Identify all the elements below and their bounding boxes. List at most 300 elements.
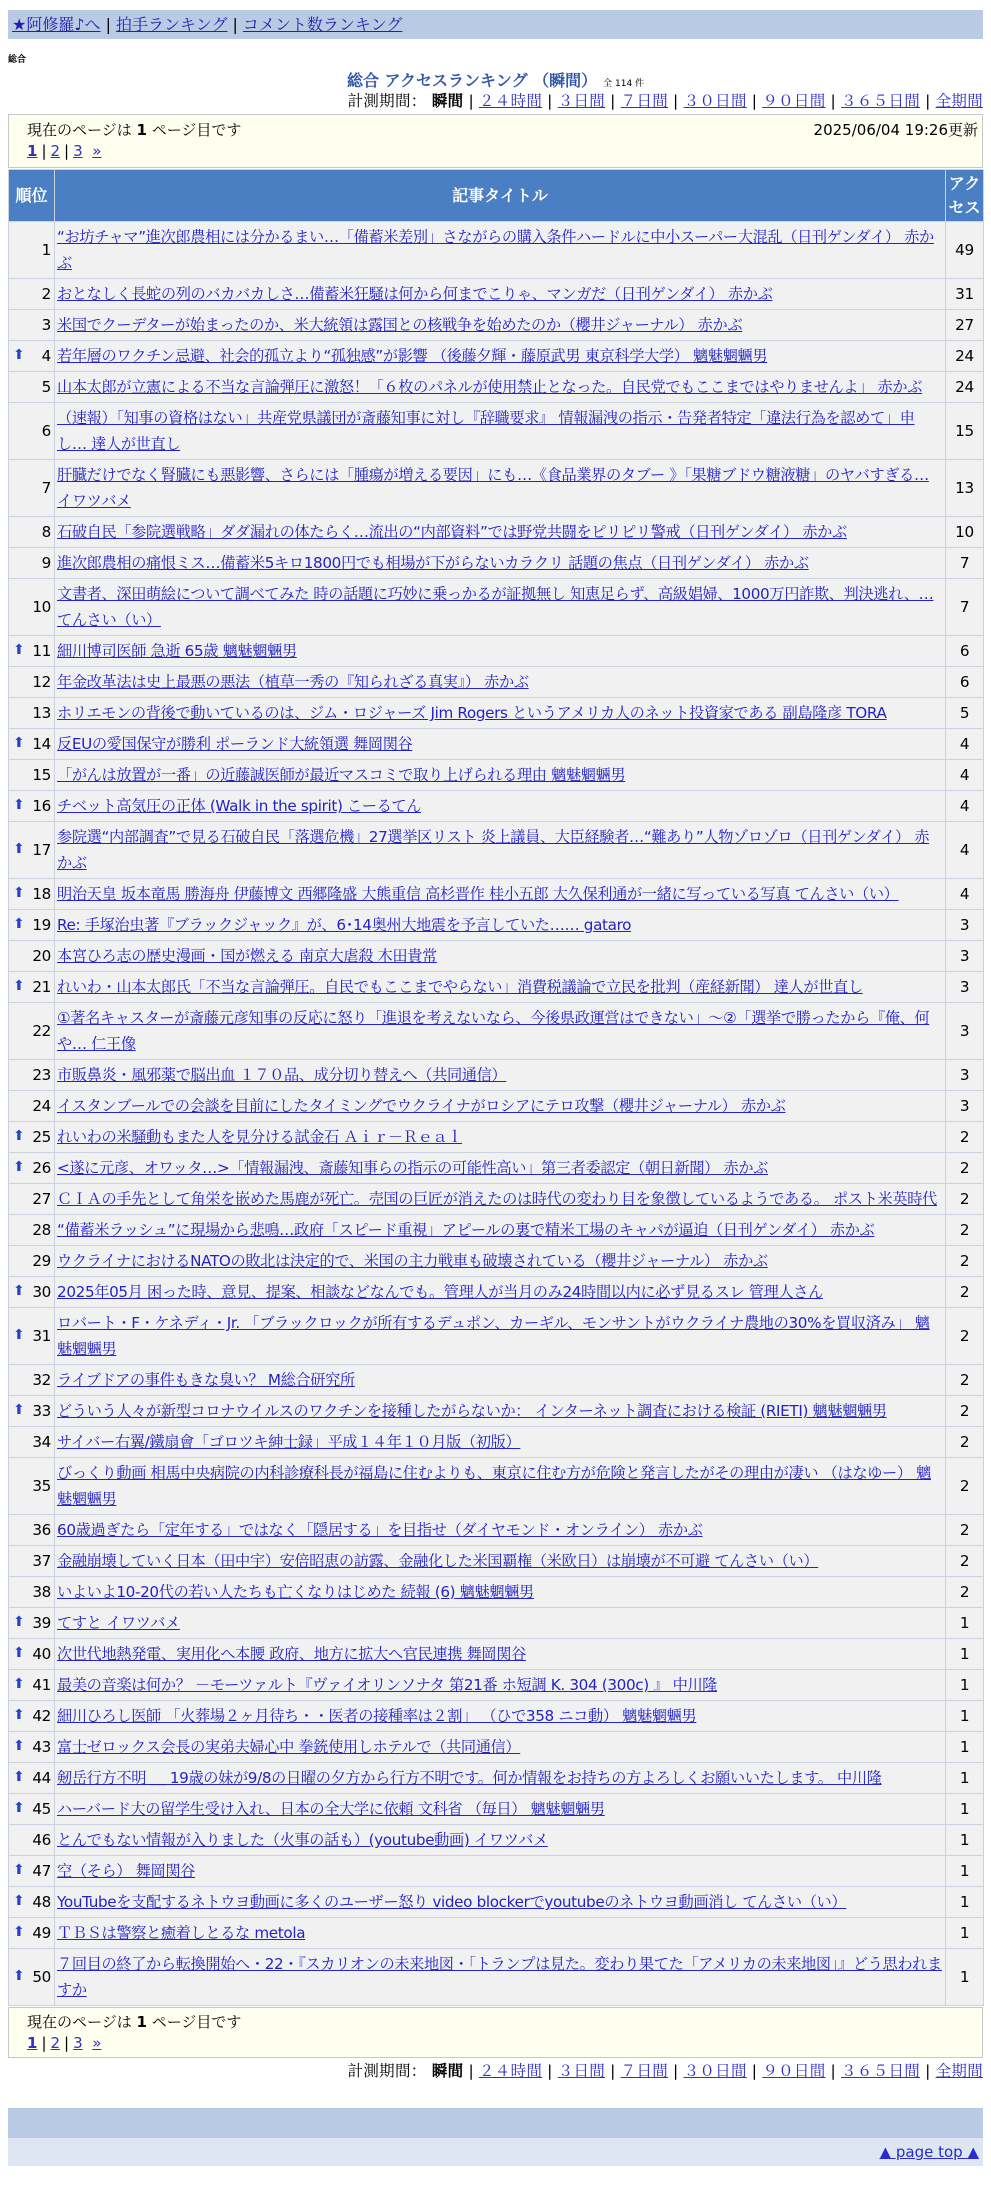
rank-cell xyxy=(9,972,55,1003)
title-cell xyxy=(55,1763,946,1794)
table-row xyxy=(9,1794,984,1825)
article-title-link[interactable]: 空（そら） 舞岡関谷 xyxy=(57,1862,196,1880)
up-arrow-icon: ⬆ xyxy=(13,978,25,994)
rank-number: 14 xyxy=(32,735,51,753)
period-link-30d[interactable]: ３０日間 xyxy=(683,2062,747,2080)
rank-cell xyxy=(9,1918,55,1949)
rank-number: 48 xyxy=(32,1893,51,1911)
up-arrow-icon: ⬆ xyxy=(13,1800,25,1816)
article-title-link[interactable]: 2025年05月 困った時、意見、提案、相談などなんでも。管理人が当月のみ24時間以内に必ず見るスレ 管理人さん xyxy=(57,1283,823,1301)
table-row xyxy=(9,1308,984,1365)
article-title-link[interactable]: <遂に元彦、オワッタ…>「情報漏洩、斎藤知事らの指示の可能性高い」第三者委認定（朝日新聞） 赤かぶ xyxy=(57,1159,768,1177)
page-info-bottom xyxy=(8,2007,983,2058)
article-title-link[interactable]: YouTubeを支配するネトウヨ動画に多くのユーザー怒り video blockerでyoutubeのネトウヨ動画消し てんさい（い） xyxy=(57,1893,847,1911)
table-row xyxy=(9,1763,984,1794)
access-count: 1 xyxy=(946,1949,984,2006)
access-count: 2 xyxy=(946,1277,984,1308)
title-cell xyxy=(55,310,946,341)
period-link-7d[interactable]: ７日間 xyxy=(620,2062,669,2080)
title-cell xyxy=(55,1639,946,1670)
article-title-link[interactable]: ロバート・F・ケネディ・Jr. 「ブラックロックが所有するデュポン、カーギル、モンサントがウクライナ農地の30%を買収済み」 魑魅魍魎男 xyxy=(57,1314,930,1358)
period-label: 計測期間： xyxy=(347,2062,427,2080)
period-current: 瞬間 xyxy=(431,92,464,110)
title-cell xyxy=(55,1003,946,1060)
rank-cell xyxy=(9,1003,55,1060)
article-title-link[interactable]: “備蓄米ラッシュ”に現場から悲鳴…政府「スピード重視」アピールの裏で精米工場のキャパが逼迫（日刊ゲンダイ） 赤かぶ xyxy=(57,1221,875,1239)
rank-cell xyxy=(9,403,55,460)
title-cell xyxy=(55,760,946,791)
rank-cell xyxy=(9,1153,55,1184)
rank-number: 17 xyxy=(32,841,51,859)
rank-cell xyxy=(9,1825,55,1856)
table-row xyxy=(9,579,984,636)
article-title-link[interactable]: 富士ゼロックス会長の実弟夫婦心中 拳銃使用しホテルで（共同通信） xyxy=(57,1738,521,1756)
rank-number: 6 xyxy=(41,422,51,440)
table-row xyxy=(9,1003,984,1060)
ranking-heading xyxy=(8,68,983,90)
up-arrow-icon: ⬆ xyxy=(13,1769,25,1785)
title-cell xyxy=(55,1701,946,1732)
rank-number: 49 xyxy=(32,1924,51,1942)
access-count: 3 xyxy=(946,972,984,1003)
current-page-text xyxy=(27,119,241,140)
access-count: 3 xyxy=(946,1060,984,1091)
up-arrow-icon: ⬆ xyxy=(13,735,25,751)
rank-cell xyxy=(9,667,55,698)
rank-cell xyxy=(9,1887,55,1918)
table-row xyxy=(9,1184,984,1215)
pager-next-link[interactable]: » xyxy=(92,142,102,160)
up-arrow-icon: ⬆ xyxy=(13,1924,25,1940)
access-count: 3 xyxy=(946,941,984,972)
article-title-link[interactable]: “お坊チャマ”進次郎農相には分かるまい…「備蓄米差別」さながらの購入条件ハードルに中小スーパー大混乱（日刊ゲンダイ） 赤かぶ xyxy=(57,228,934,272)
article-title-link[interactable]: 最美の音楽は何か？ －モーツァルト『ヴァイオリンソナタ 第21番 ホ短調 K. 304 (300c) 』 中川隆 xyxy=(57,1676,718,1694)
rank-cell xyxy=(9,279,55,310)
table-row xyxy=(9,1608,984,1639)
rank-number: 22 xyxy=(32,1022,51,1040)
article-title-link[interactable]: 細川博司医師 急逝 65歳 魑魅魍魎男 xyxy=(57,642,297,660)
pager-page-3[interactable]: 3 xyxy=(73,2034,83,2052)
access-count: 6 xyxy=(946,667,984,698)
title-cell xyxy=(55,548,946,579)
table-row xyxy=(9,1577,984,1608)
access-count: 15 xyxy=(946,403,984,460)
pager-page-1[interactable]: 1 xyxy=(27,142,38,160)
period-link-all[interactable]: 全期間 xyxy=(935,2062,983,2080)
bottom-bar xyxy=(8,2108,983,2138)
rank-number: 5 xyxy=(41,378,51,396)
rank-number: 50 xyxy=(32,1968,51,1986)
title-cell xyxy=(55,222,946,279)
rank-cell xyxy=(9,1122,55,1153)
rank-cell xyxy=(9,1396,55,1427)
title-cell xyxy=(55,1794,946,1825)
title-cell xyxy=(55,910,946,941)
article-title-link[interactable]: 本宮ひろ志の歴史漫画・国が燃える 南京大虐殺 木田貴常 xyxy=(57,947,437,965)
title-cell xyxy=(55,1546,946,1577)
rank-number: 33 xyxy=(32,1402,51,1420)
table-header-row xyxy=(9,170,984,222)
article-title-link[interactable]: 金融崩壊していく日本（田中宇）安倍昭恵の訪露、金融化した米国覇権（米欧日）は崩壊が不可避 てんさい（い） xyxy=(57,1552,819,1570)
article-title-link[interactable]: Re: 手塚治虫著『ブラックジャック』が、6･14奥州大地震を予言していた…… gataro xyxy=(57,916,632,934)
rank-cell xyxy=(9,879,55,910)
nav-link-asyura-home[interactable]: ★阿修羅♪へ xyxy=(12,15,101,34)
title-cell xyxy=(55,1396,946,1427)
rank-number: 8 xyxy=(41,523,51,541)
title-cell xyxy=(55,791,946,822)
rank-number: 11 xyxy=(32,642,51,660)
rank-number: 19 xyxy=(32,916,51,934)
access-count: 24 xyxy=(946,372,984,403)
rank-cell xyxy=(9,517,55,548)
rank-cell xyxy=(9,1732,55,1763)
table-row xyxy=(9,910,984,941)
rank-cell xyxy=(9,1608,55,1639)
table-row xyxy=(9,372,984,403)
table-row xyxy=(9,1153,984,1184)
title-cell xyxy=(55,1825,946,1856)
rank-number: 9 xyxy=(41,554,51,572)
title-cell xyxy=(55,1918,946,1949)
current-page-text xyxy=(27,2011,241,2032)
rank-number: 21 xyxy=(32,978,51,996)
article-title-link[interactable]: ハーバード大の留学生受け入れ、日本の全大学に依頼 文科省 （毎日） 魑魅魍魎男 xyxy=(57,1800,605,1818)
period-link-365d[interactable]: ３６５日間 xyxy=(841,92,921,110)
rank-cell xyxy=(9,1060,55,1091)
access-count: 2 xyxy=(946,1246,984,1277)
table-row xyxy=(9,1887,984,1918)
rank-cell xyxy=(9,341,55,372)
access-count: 13 xyxy=(946,460,984,517)
table-row xyxy=(9,1277,984,1308)
rank-cell xyxy=(9,1546,55,1577)
table-row xyxy=(9,279,984,310)
rank-number: 26 xyxy=(32,1159,51,1177)
rank-cell xyxy=(9,822,55,879)
pager-next-link[interactable]: » xyxy=(92,2034,102,2052)
title-cell xyxy=(55,460,946,517)
rank-cell xyxy=(9,1949,55,2006)
table-row xyxy=(9,879,984,910)
up-arrow-icon: ⬆ xyxy=(13,916,25,932)
article-title-link[interactable]: （速報）「知事の資格はない」共産党県議団が斎藤知事に対し『辞職要求』 情報漏洩の指示・告発者特定「違法行為を認めて」申し… 達人が世直し xyxy=(57,409,915,453)
access-count: 5 xyxy=(946,698,984,729)
rank-number: 41 xyxy=(32,1676,51,1694)
rank-cell xyxy=(9,310,55,341)
rank-number: 31 xyxy=(32,1327,51,1345)
article-title-link[interactable]: 進次郎農相の痛恨ミス…備蓄米5キロ1800円でも相場が下がらないカラクリ 話題の焦点（日刊ゲンダイ） 赤かぶ xyxy=(57,554,809,572)
rank-number: 1 xyxy=(41,241,51,259)
access-count: 4 xyxy=(946,822,984,879)
page-top-area xyxy=(8,2138,983,2166)
access-count: 2 xyxy=(946,1184,984,1215)
title-cell xyxy=(55,1856,946,1887)
title-cell xyxy=(55,1365,946,1396)
article-title-link[interactable]: てすと イワツバメ xyxy=(57,1614,180,1632)
current-page-number: 1 xyxy=(136,2013,147,2031)
nav-separator: | xyxy=(232,15,238,34)
rank-cell xyxy=(9,1308,55,1365)
table-row xyxy=(9,1365,984,1396)
title-cell xyxy=(55,667,946,698)
table-row xyxy=(9,1215,984,1246)
table-row xyxy=(9,341,984,372)
rank-cell xyxy=(9,636,55,667)
article-title-link[interactable]: ＴＢＳは警察と癒着しとるな metola xyxy=(57,1924,306,1942)
article-title-link[interactable]: 次世代地熱発電、実用化へ本腰 政府、地方に拡大へ官民連携 舞岡関谷 xyxy=(57,1645,526,1663)
ranking-title: 総合 アクセスランキング （瞬間） xyxy=(346,71,598,90)
table-row xyxy=(9,517,984,548)
period-link-90d[interactable]: ９０日間 xyxy=(762,2062,826,2080)
title-cell xyxy=(55,1577,946,1608)
title-cell xyxy=(55,1060,946,1091)
article-title-link[interactable]: サイバー右翼/鐵扇會「ゴロツキ紳士録」平成１４年１０月版（初版） xyxy=(57,1433,521,1451)
rank-number: 20 xyxy=(32,947,51,965)
rank-number: 43 xyxy=(32,1738,51,1756)
table-row xyxy=(9,791,984,822)
period-link-3d[interactable]: ３日間 xyxy=(557,92,606,110)
table-row xyxy=(9,1515,984,1546)
table-row xyxy=(9,1427,984,1458)
table-row xyxy=(9,1091,984,1122)
article-title-link[interactable]: ＣＩＡの手先として角栄を嵌めた馬鹿が死亡。売国の巨匠が消えたのは時代の変わり目を象徴しているようである。 ポスト米英時代 xyxy=(57,1190,937,1208)
title-cell xyxy=(55,636,946,667)
rank-number: 23 xyxy=(32,1066,51,1084)
access-count: 1 xyxy=(946,1918,984,1949)
up-arrow-icon: ⬆ xyxy=(13,1676,25,1692)
current-page-number: 1 xyxy=(136,121,147,139)
period-label: 計測期間： xyxy=(347,92,427,110)
rank-number: 42 xyxy=(32,1707,51,1725)
up-arrow-icon: ⬆ xyxy=(13,1128,25,1144)
title-cell xyxy=(55,698,946,729)
up-arrow-icon: ⬆ xyxy=(13,1862,25,1878)
page-top-link[interactable]: ▲ page top ▲ xyxy=(879,2143,979,2161)
rank-number: 25 xyxy=(32,1128,51,1146)
access-count: 1 xyxy=(946,1794,984,1825)
article-title-link[interactable]: 石破自民「参院選戦略」ダダ漏れの体たらく…流出の“内部資料”では野党共闘をピリピリ警戒（日刊ゲンダイ） 赤かぶ xyxy=(57,523,847,541)
pager-page-2[interactable]: 2 xyxy=(50,2034,61,2052)
access-count: 1 xyxy=(946,1670,984,1701)
up-arrow-icon: ⬆ xyxy=(13,1402,25,1418)
access-count: 1 xyxy=(946,1732,984,1763)
rank-cell xyxy=(9,1427,55,1458)
rank-number: 47 xyxy=(32,1862,51,1880)
page xyxy=(8,10,983,2166)
article-title-link[interactable]: チベット高気圧の正体 (Walk in the spirit) こーるてん xyxy=(57,797,422,815)
access-count: 24 xyxy=(946,341,984,372)
rank-number: 34 xyxy=(32,1433,51,1451)
ranking-table xyxy=(8,169,984,2006)
table-row xyxy=(9,1246,984,1277)
access-count: 1 xyxy=(946,1856,984,1887)
access-count: 2 xyxy=(946,1577,984,1608)
up-arrow-icon: ⬆ xyxy=(13,1968,25,1984)
table-row xyxy=(9,1122,984,1153)
access-count: 2 xyxy=(946,1153,984,1184)
table-row xyxy=(9,698,984,729)
rank-cell xyxy=(9,1515,55,1546)
rank-cell xyxy=(9,1763,55,1794)
nav-link-clap-ranking[interactable]: 拍手ランキング xyxy=(115,15,228,34)
period-link-7d[interactable]: ７日間 xyxy=(620,92,669,110)
article-title-link[interactable]: ホリエモンの背後で動いているのは、ジム・ロジャーズ Jim Rogers というアメリカ人のネット投資家である 副島隆彦 TORA xyxy=(57,704,887,722)
pager-page-2[interactable]: 2 xyxy=(50,142,61,160)
article-title-link[interactable]: れいわの米騒動もまた人を見分ける試金石 Ａｉｒ－Ｒｅａｌ xyxy=(57,1128,463,1146)
access-count: 2 xyxy=(946,1427,984,1458)
rank-number: 36 xyxy=(32,1521,51,1539)
access-count: 7 xyxy=(946,548,984,579)
access-count: 2 xyxy=(946,1458,984,1515)
access-count: 3 xyxy=(946,1091,984,1122)
up-arrow-icon: ⬆ xyxy=(13,1707,25,1723)
up-arrow-icon: ⬆ xyxy=(13,1283,25,1299)
article-title-link[interactable]: ライブドアの事件もきな臭い？ M総合研究所 xyxy=(57,1371,355,1389)
article-title-link[interactable]: とんでもない情報が入りました（火事の話も）(youtube動画) イワツバメ xyxy=(57,1831,548,1849)
access-count: 4 xyxy=(946,729,984,760)
rank-cell xyxy=(9,548,55,579)
table-row xyxy=(9,1670,984,1701)
period-link-all[interactable]: 全期間 xyxy=(935,92,983,110)
period-link-24h[interactable]: ２４時間 xyxy=(478,92,543,110)
title-cell xyxy=(55,1215,946,1246)
access-count: 27 xyxy=(946,310,984,341)
access-count: 3 xyxy=(946,910,984,941)
article-title-link[interactable]: 明治天皇 坂本竜馬 勝海舟 伊藤博文 西郷隆盛 大熊重信 高杉晋作 桂小五郎 大久保利通が一緒に写っている写真 てんさい（い） xyxy=(57,885,899,903)
period-link-3d[interactable]: ３日間 xyxy=(557,2062,606,2080)
access-count: 7 xyxy=(946,579,984,636)
rank-number: 32 xyxy=(32,1371,51,1389)
article-title-link[interactable]: 文書者、深田萌絵について調べてみた 時の話題に巧妙に乗っかるが証拠無し 知恵足らず、高級娼婦、1000万円詐欺、判決逃れ、… てんさい（い） xyxy=(57,585,934,629)
period-link-365d[interactable]: ３６５日間 xyxy=(841,2062,921,2080)
column-header-title: 記事タイトル xyxy=(55,170,946,222)
article-title-link[interactable]: 細川ひろし医師 「火葬場２ヶ月待ち・・医者の接種率は２割」 （ひで358 ニコ動） 魑魅魍魎男 xyxy=(57,1707,697,1725)
rank-cell xyxy=(9,1458,55,1515)
access-count: 6 xyxy=(946,636,984,667)
rank-number: 27 xyxy=(32,1190,51,1208)
title-cell xyxy=(55,1515,946,1546)
up-arrow-icon: ⬆ xyxy=(13,1614,25,1630)
rank-cell xyxy=(9,1639,55,1670)
category-label: 総合 xyxy=(8,55,27,65)
rank-number: 35 xyxy=(32,1477,51,1495)
access-count: 2 xyxy=(946,1122,984,1153)
rank-number: 2 xyxy=(41,285,51,303)
title-cell xyxy=(55,517,946,548)
article-title-link[interactable]: 参院選“内部調査”で見る石破自民「落選危機」27選挙区リスト 炎上議員、大臣経験者…“難あり”人物ゾロゾロ（日刊ゲンダイ） 赤かぶ xyxy=(57,828,930,872)
article-title-link[interactable]: 米国でクーデターが始まったのか、米大統領は露国との核戦争を始めたのか（櫻井ジャーナル） 赤かぶ xyxy=(57,316,743,334)
pager-page-3[interactable]: 3 xyxy=(73,142,83,160)
rank-number: 40 xyxy=(32,1645,51,1663)
period-link-24h[interactable]: ２４時間 xyxy=(478,2062,543,2080)
article-title-link[interactable]: イスタンブールでの会談を目前にしたタイミングでウクライナがロシアにテロ攻撃（櫻井ジャーナル） 赤かぶ xyxy=(57,1097,786,1115)
article-title-link[interactable]: おとなしく長蛇の列のバカバカしさ…備蓄米狂騒は何から何までこりゃ、マンガだ（日刊ゲンダイ） 赤かぶ xyxy=(57,285,773,303)
article-title-link[interactable]: ①著名キャスターが斎藤元彦知事の反応に怒り「進退を考えないなら、今後県政運営はできない」～②「選挙で勝ったから『俺、何や… 仁王像 xyxy=(57,1009,930,1053)
period-link-90d[interactable]: ９０日間 xyxy=(762,92,826,110)
rank-number: 29 xyxy=(32,1252,51,1270)
title-cell xyxy=(55,1153,946,1184)
rank-cell xyxy=(9,1794,55,1825)
updated-timestamp: 2025/06/04 19:26更新 xyxy=(813,121,978,139)
nav-separator: | xyxy=(105,15,111,34)
article-title-link[interactable]: ウクライナにおけるNATOの敗北は決定的で、米国の主力戦車も破壊されている（櫻井ジャーナル） 赤かぶ xyxy=(57,1252,768,1270)
page-info-suffix: ページ目です xyxy=(151,2013,242,2031)
article-title-link[interactable]: れいわ・山本太郎氏「不当な言論弾圧。自民でもここまでやらない」消費税議論で立民を批判（産経新聞） 達人が世直し xyxy=(57,978,863,996)
article-title-link[interactable]: 60歳過ぎたら「定年する」ではなく「隠居する」を目指せ（ダイヤモンド・オンライン） 赤かぶ xyxy=(57,1521,703,1539)
article-title-link[interactable]: 山本太郎が立憲による不当な言論弾圧に激怒！「６枚のパネルが使用禁止となった。自民党でもここまではやりませんよ」 赤かぶ xyxy=(57,378,923,396)
article-title-link[interactable]: ７回目の終了から転換開始へ・22・『スカリオンの未来地図・「トランプは見た。変わり果てた「アメリカの未来地図」』どう思われますか xyxy=(57,1955,942,1999)
article-title-link[interactable]: 市販鼻炎・風邪薬で脳出血 １７０品、成分切り替えへ（共同通信） xyxy=(57,1066,507,1084)
article-title-link[interactable]: 若年層のワクチン忌避、社会的孤立より“孤独感”が影響 （後藤夕輝・藤原武男 東京科学大学） 魑魅魍魎男 xyxy=(57,347,768,365)
table-row xyxy=(9,1701,984,1732)
rank-cell xyxy=(9,1670,55,1701)
access-count: 10 xyxy=(946,517,984,548)
title-cell xyxy=(55,279,946,310)
article-title-link[interactable]: びっくり動画 相馬中央病院の内科診療科長が福島に住むよりも、東京に住む方が危険と発言したがその理由が凄い （はなゆー） 魑魅魍魎男 xyxy=(57,1464,932,1508)
rank-cell xyxy=(9,372,55,403)
access-count: 1 xyxy=(946,1825,984,1856)
rank-number: 39 xyxy=(32,1614,51,1632)
page-info-top xyxy=(8,114,983,168)
table-row xyxy=(9,222,984,279)
period-link-30d[interactable]: ３０日間 xyxy=(683,92,747,110)
nav-link-comment-ranking[interactable]: コメント数ランキング xyxy=(242,15,403,34)
total-count: 全 114 件 xyxy=(603,79,645,89)
pager-page-1[interactable]: 1 xyxy=(27,2034,38,2052)
up-arrow-icon: ⬆ xyxy=(13,885,25,901)
rank-cell xyxy=(9,460,55,517)
rank-number: 15 xyxy=(32,766,51,784)
table-row xyxy=(9,1458,984,1515)
rank-number: 13 xyxy=(32,704,51,722)
article-title-link[interactable]: 剱岳行方不明 ＿ 19歳の妹が9/8の日曜の夕方から行方不明です。何か情報をお持ちの方よろしくお願いいたします。 中川隆 xyxy=(57,1769,882,1787)
article-title-link[interactable]: 肝臓だけでなく腎臓にも悪影響、さらには「腫瘍が増える要因」にも…《食品業界のタブー 》「果糖ブドウ糖液糖」のヤバすぎる… イワツバメ xyxy=(57,466,929,510)
rank-cell xyxy=(9,1856,55,1887)
access-count: 2 xyxy=(946,1396,984,1427)
access-count: 3 xyxy=(946,1003,984,1060)
up-arrow-icon: ⬆ xyxy=(13,347,25,363)
table-row xyxy=(9,1732,984,1763)
top-nav-bar xyxy=(8,10,983,39)
title-cell xyxy=(55,1122,946,1153)
article-title-link[interactable]: 反EUの愛国保守が勝利 ポーランド大統領選 舞岡関谷 xyxy=(57,735,413,753)
article-title-link[interactable]: いよいよ10-20代の若い人たちも亡くなりはじめた 続報 (6) 魑魅魍魎男 xyxy=(57,1583,534,1601)
rank-cell xyxy=(9,1215,55,1246)
period-selector-top: 計測期間： 瞬間 | ２４時間 | ３日間 | ７日間 | ３０日間 | ９０日間 | ３６５日間 | 全期間 xyxy=(347,92,983,110)
access-count: 1 xyxy=(946,1639,984,1670)
article-title-link[interactable]: 年金改革法は史上最悪の悪法（植草一秀の『知られざる真実』） 赤かぶ xyxy=(57,673,529,691)
rank-cell xyxy=(9,1365,55,1396)
column-header-access: アクセス xyxy=(946,170,984,222)
title-cell xyxy=(55,1458,946,1515)
rank-number: 7 xyxy=(41,479,51,497)
rank-number: 44 xyxy=(32,1769,51,1787)
pager-bottom: 1 | 2 | 3 » xyxy=(27,2034,102,2052)
access-count: 1 xyxy=(946,1701,984,1732)
title-cell xyxy=(55,729,946,760)
table-row xyxy=(9,1825,984,1856)
article-title-link[interactable]: 「がんは放置が一番」の近藤誠医師が最近マスコミで取り上げられる理由 魑魅魍魎男 xyxy=(57,766,626,784)
title-cell xyxy=(55,1091,946,1122)
access-count: 4 xyxy=(946,760,984,791)
rank-cell xyxy=(9,760,55,791)
title-cell xyxy=(55,822,946,879)
up-arrow-icon: ⬆ xyxy=(13,841,25,857)
article-title-link[interactable]: どういう人々が新型コロナウイルスのワクチンを接種したがらないか： インターネット調査における検証 (RIETI) 魑魅魍魎男 xyxy=(57,1402,887,1420)
rank-number: 28 xyxy=(32,1221,51,1239)
table-row xyxy=(9,460,984,517)
access-count: 2 xyxy=(946,1215,984,1246)
